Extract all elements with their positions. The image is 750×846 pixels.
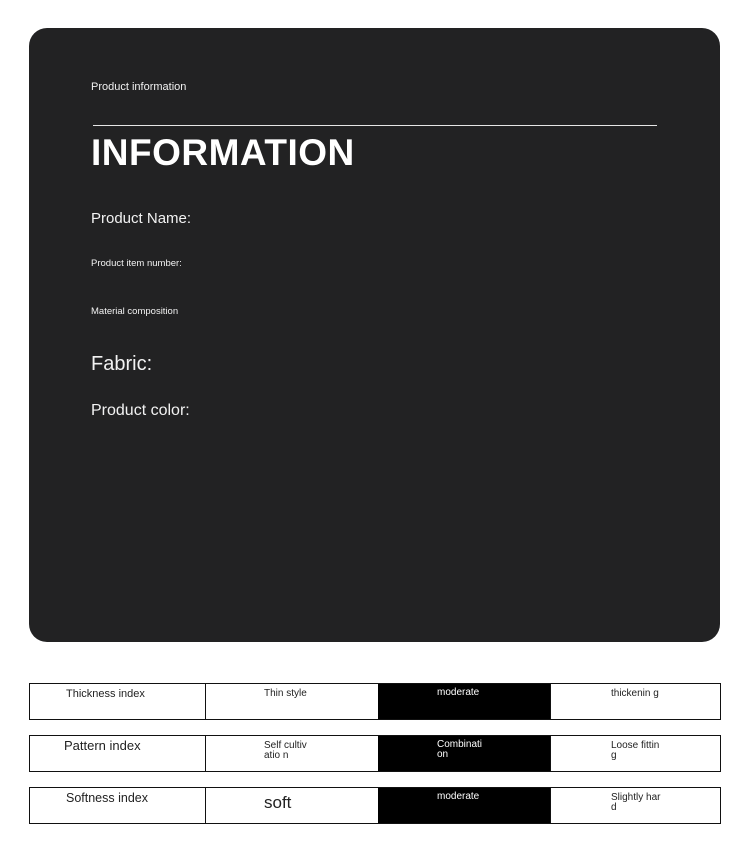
index-option-cell	[550, 736, 720, 771]
option-combination: Combinati on	[437, 739, 483, 760]
pattern-index-row	[29, 735, 721, 772]
index-option-cell-selected	[378, 788, 550, 823]
thickness-index-label: Thickness index	[66, 688, 145, 700]
option-moderate: moderate	[437, 687, 480, 698]
softness-index-row	[29, 787, 721, 824]
index-label-cell	[30, 684, 206, 719]
index-option-cell	[550, 788, 720, 823]
index-label-cell	[30, 788, 206, 823]
index-option-cell	[206, 788, 378, 823]
index-option-cell-selected	[378, 736, 550, 771]
section-title: INFORMATION	[91, 132, 355, 173]
option-thickening: thickenin g	[611, 688, 659, 699]
index-option-cell	[550, 684, 720, 719]
option-self-cultivation: Self cultivatio n	[264, 740, 307, 761]
product-item-number-label: Product item number:	[91, 258, 182, 269]
fabric-label: Fabric:	[91, 353, 153, 375]
option-loose-fitting: Loose fitting	[611, 740, 660, 761]
product-color-label: Product color:	[91, 402, 190, 419]
option-slightly-hard: Slightly hard	[611, 792, 661, 813]
option-soft: soft	[264, 793, 292, 812]
title-divider	[93, 125, 657, 126]
option-moderate: moderate	[437, 791, 480, 802]
product-information-card	[29, 28, 720, 642]
pattern-index-label: Pattern index	[64, 738, 141, 753]
index-option-cell	[206, 684, 378, 719]
softness-index-label: Softness index	[66, 791, 148, 805]
index-option-cell-selected	[378, 684, 550, 719]
material-composition-label: Material composition	[91, 306, 179, 317]
thickness-index-row	[29, 683, 721, 720]
section-subtitle: Product information	[91, 81, 187, 93]
index-label-cell	[30, 736, 206, 771]
index-option-cell	[206, 736, 378, 771]
product-name-label: Product Name:	[91, 210, 192, 227]
option-thin-style: Thin style	[264, 688, 307, 699]
